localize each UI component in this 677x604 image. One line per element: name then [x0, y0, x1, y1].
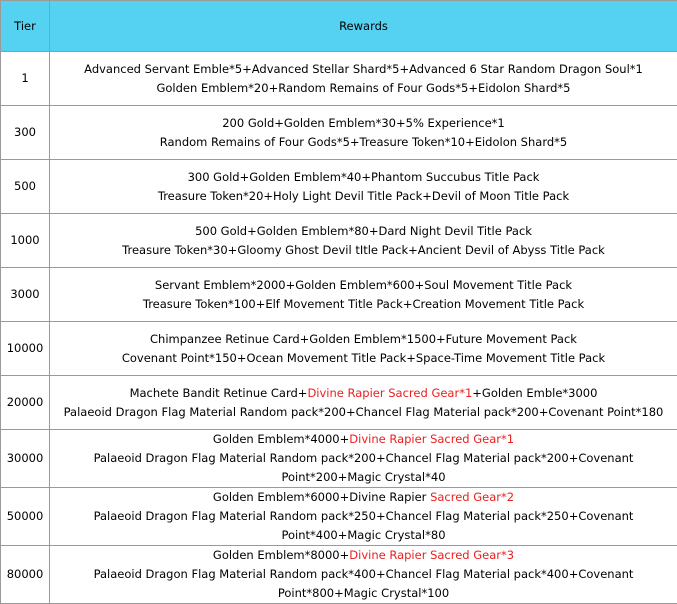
reward-text: +Golden Emble*3000 — [472, 386, 597, 400]
reward-line — [52, 449, 675, 468]
reward-line — [52, 79, 675, 98]
rewards-cell — [50, 160, 677, 214]
reward-text: 300 Gold+Golden Emblem*40+Phantom Succubus Title Pack — [188, 170, 540, 184]
header-row — [1, 1, 677, 52]
tier-cell: 300 — [1, 106, 50, 160]
reward-text: Golden Emblem*4000+ — [213, 432, 349, 446]
table-row — [1, 488, 677, 546]
reward-line — [52, 133, 675, 152]
rewards-cell — [50, 214, 677, 268]
reward-line — [52, 349, 675, 368]
reward-text: Treasure Token*100+Elf Movement Title Pack+Creation Movement Title Pack — [143, 297, 584, 311]
reward-text: 500 Gold+Golden Emblem*80+Dard Night Devil Title Pack — [195, 224, 532, 238]
reward-text: Palaeoid Dragon Flag Material Random pack*200+Chancel Flag Material pack*200+Covenant — [94, 451, 634, 465]
rewards-cell — [50, 322, 677, 376]
tier-cell: 30000 — [1, 430, 50, 488]
reward-line — [52, 222, 675, 241]
reward-text: Point*200+Magic Crystal*40 — [281, 470, 445, 484]
reward-line — [52, 546, 675, 565]
rewards-cell — [50, 52, 677, 106]
reward-text: Golden Emblem*20+Random Remains of Four Gods*5+Eidolon Shard*5 — [156, 81, 570, 95]
highlighted-reward-text: Divine Rapier Sacred Gear*1 — [307, 386, 472, 400]
tier-column-header: Tier — [1, 1, 50, 52]
rewards-cell — [50, 376, 677, 430]
rewards-column-header: Rewards — [50, 1, 677, 52]
reward-text: Palaeoid Dragon Flag Material Random pack*250+Chancel Flag Material pack*250+Covenant — [94, 509, 634, 523]
table-row — [1, 376, 677, 430]
reward-line — [52, 584, 675, 603]
reward-text: Servant Emblem*2000+Golden Emblem*600+Soul Movement Title Pack — [155, 278, 572, 292]
reward-line — [52, 507, 675, 526]
reward-text: Treasure Token*20+Holy Light Devil Title Pack+Devil of Moon Title Pack — [158, 189, 569, 203]
reward-line — [52, 114, 675, 133]
tier-cell: 3000 — [1, 268, 50, 322]
reward-text: Palaeoid Dragon Flag Material Random pack*200+Chancel Flag Material pack*200+Covenant Point*180 — [64, 405, 664, 419]
table-row — [1, 160, 677, 214]
rewards-cell — [50, 430, 677, 488]
highlighted-reward-text: Divine Rapier Sacred Gear*3 — [349, 548, 514, 562]
tier-cell: 10000 — [1, 322, 50, 376]
table-row — [1, 214, 677, 268]
rewards-cell — [50, 488, 677, 546]
table-row — [1, 430, 677, 488]
reward-text: Treasure Token*30+Gloomy Ghost Devil tItle Pack+Ancient Devil of Abyss Title Pack — [122, 243, 605, 257]
reward-line — [52, 430, 675, 449]
rewards-cell — [50, 268, 677, 322]
table-row — [1, 52, 677, 106]
highlighted-reward-text: Divine Rapier Sacred Gear*1 — [349, 432, 514, 446]
table-row — [1, 106, 677, 160]
reward-line — [52, 60, 675, 79]
rewards-table-body — [1, 52, 677, 604]
reward-text: Machete Bandit Retinue Card+ — [130, 386, 308, 400]
reward-text: Chimpanzee Retinue Card+Golden Emblem*1500+Future Movement Pack — [150, 332, 577, 346]
highlighted-reward-text: Sacred Gear*2 — [430, 490, 514, 504]
reward-line — [52, 565, 675, 584]
reward-text: Golden Emblem*8000+ — [213, 548, 349, 562]
reward-line — [52, 526, 675, 545]
reward-line — [52, 384, 675, 403]
reward-text: Golden Emblem*6000+Divine Rapier — [213, 490, 430, 504]
reward-line — [52, 168, 675, 187]
table-row — [1, 546, 677, 604]
reward-text: Random Remains of Four Gods*5+Treasure Token*10+Eidolon Shard*5 — [160, 135, 567, 149]
reward-text: 200 Gold+Golden Emblem*30+5% Experience*1 — [222, 116, 505, 130]
reward-line — [52, 295, 675, 314]
rewards-cell — [50, 546, 677, 604]
reward-line — [52, 241, 675, 260]
reward-text: Point*400+Magic Crystal*80 — [281, 528, 445, 542]
tier-cell: 20000 — [1, 376, 50, 430]
table-row — [1, 268, 677, 322]
tier-cell: 50000 — [1, 488, 50, 546]
tier-cell: 500 — [1, 160, 50, 214]
rewards-cell — [50, 106, 677, 160]
reward-text: Point*800+Magic Crystal*100 — [278, 586, 449, 600]
reward-text: Advanced Servant Emble*5+Advanced Stellar Shard*5+Advanced 6 Star Random Dragon Soul*1 — [84, 62, 643, 76]
tier-cell: 1000 — [1, 214, 50, 268]
reward-line — [52, 276, 675, 295]
reward-text: Covenant Point*150+Ocean Movement Title Pack+Space-Time Movement Title Pack — [122, 351, 605, 365]
reward-line — [52, 330, 675, 349]
tier-cell: 80000 — [1, 546, 50, 604]
tier-cell: 1 — [1, 52, 50, 106]
reward-line — [52, 403, 675, 422]
reward-line — [52, 488, 675, 507]
reward-line — [52, 187, 675, 206]
table-row — [1, 322, 677, 376]
reward-text: Palaeoid Dragon Flag Material Random pack*400+Chancel Flag Material pack*400+Covenant — [94, 567, 634, 581]
reward-line — [52, 468, 675, 487]
